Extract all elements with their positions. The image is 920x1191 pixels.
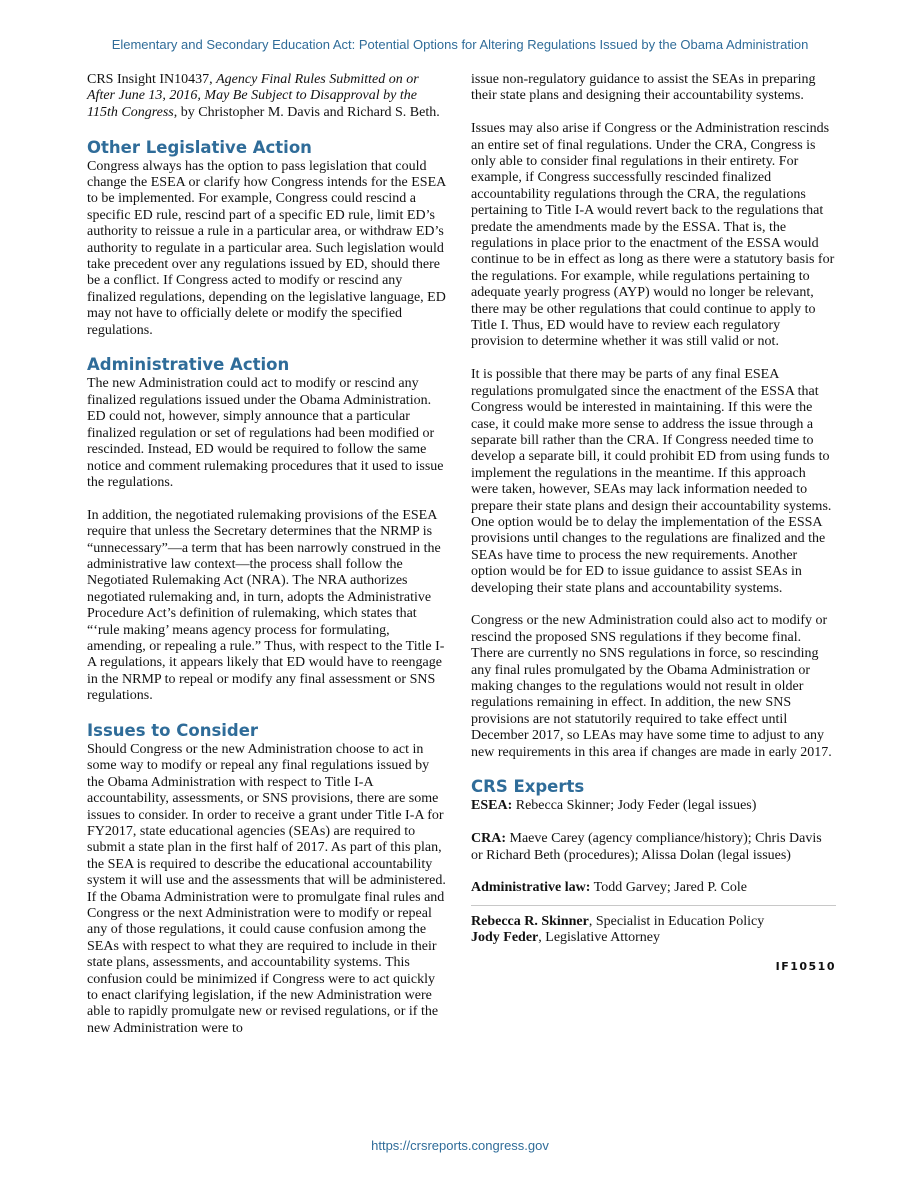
right-column (471, 72, 836, 975)
paragraph-admin-1: The new Administration could act to modify or rescind any finalized regulations issued under the Obama Administration. ED could not, however, simply announce that a particular finalized regulation or set of regulations had been modified or rescinded. Instead, ED would be required to follow the same notice and comment rulemaking procedures that it used to issue the regulations. (87, 376, 444, 490)
expert-admin-law-label: Administrative law: (471, 880, 591, 896)
expert-esea-label: ESEA: (471, 798, 513, 814)
expert-esea-text: Rebecca Skinner; Jody Feder (legal issues) (512, 798, 757, 814)
running-header: Elementary and Secondary Education Act: Potential Options for Altering Regulations Issued by the Obama Administration (111, 37, 809, 52)
expert-admin-law (471, 880, 836, 896)
citation-title: Agency Final Rules Submitted on or After June 13, 2016, May Be Subject to Disapproval by the 115th Congress (87, 72, 419, 120)
expert-cra-text: Maeve Carey (agency compliance/history); Chris Davis or Richard Beth (procedures); Alissa Dolan (legal issues) (471, 831, 822, 863)
heading-other-legislative-action: Other Legislative Action (87, 137, 312, 157)
paragraph-issues-4: Congress or the new Administration could also act to modify or rescind the proposed SNS regulations if they become final. There are currently no SNS regulations in force, so rescinding any final rules promulgated by the Obama Administration or making changes to the regulations would not result in older regulations remaining in effect. In addition, the new SNS provisions are not statutorily required to take effect until December 2017, so LEAs may have some time to adjust to any new requirements in this area if changes are made in early 2017. (471, 613, 832, 760)
document-id: IF10510 (775, 959, 836, 973)
paragraph-other-legislative: Congress always has the option to pass legislation that could change the ESEA or clarify how Congress intends for the ESEA to be implemented. For example, Congress could rescind a specific ED rule, rescind part of a specific ED rule, limit ED’s authority to reissue a rule in a particular area, or withdraw ED’s authority to regulate in a particular area. Such legislation would take precedent over any regulations issued by ED, should there be a conflict. If Congress acted to modify or rescind any finalized regulations, depending on the legislative language, ED may not have to officially delete or modify the specified regulations. (87, 158, 446, 338)
paragraph-issues-3: It is possible that there may be parts of any final ESEA regulations promulgated since the enactment of the ESSA that Congress would be interested in maintaining. If this were the case, it could make more sense to address the issue through a separate bill rather than the CRA. If Congress needed time to develop a separate bill, it could prohibit ED from using funds to implement the regulations in the meantime. If this approach were taken, however, SEAs may lack information needed to prepare their state plans and design their accountability systems. One option would be to delay the implementation of the ESSA provisions until changes to the regulations are finalized and the SEAs have time to process the new requirements. Another option would be for ED to issue guidance to assist SEAs in developing their state plans and accountability systems. (471, 367, 832, 596)
paragraph-issues-2: Issues may also arise if Congress or the Administration rescinds an entire set of final regulations. Under the CRA, Congress is only able to consider final regulations in their entirety. For example, if Congress successfully rescinded finalized accountability regulations through the CRA, the regulations pertaining to Title I-A would revert back to the regulations that predate the amendments made by the ESSA. That is, the regulations in place prior to the enactment of the ESSA would continue to be in effect as long as there were a statutory basis for the regulations. For example, while regulations pertaining to adequate yearly progress (AYP) would no longer be relevant, there may be other regulations that could continue to apply to Title I. Thus, ED would have to review each regulatory provision to determine whether it was still valid or not. (471, 121, 835, 350)
author-2-title: , Legislative Attorney (538, 930, 660, 946)
expert-admin-law-text: Todd Garvey; Jared P. Cole (590, 880, 748, 896)
heading-administrative-action: Administrative Action (87, 355, 290, 375)
author-1 (471, 914, 836, 930)
citation-suffix: , by Christopher M. Davis and Richard S. Beth. (173, 104, 440, 120)
heading-issues-to-consider: Issues to Consider (87, 720, 259, 740)
expert-cra (471, 831, 836, 864)
expert-esea (471, 798, 836, 814)
left-column (87, 72, 449, 1037)
author-1-name: Rebecca R. Skinner (471, 913, 589, 929)
paragraph-continued: issue non-regulatory guidance to assist the SEAs in preparing their state plans and designing their accountability systems. (471, 72, 816, 104)
footer-url[interactable]: https://crsreports.congress.gov (371, 1138, 549, 1153)
paragraph-admin-2: In addition, the negotiated rulemaking provisions of the ESEA require that unless the Secretary determines that the NRMP is “unnecessary”—a term that has been narrowly construed in the administrative law context—the process shall follow the Negotiated Rulemaking Act (NRA). The NRA authorizes negotiated rulemaking and, in turn, adopts the Administrative Procedure Act’s definition of rulemaking, which states that “‘rule making’ means agency process for formulating, amending, or repealing a rule.” Thus, with respect to the Title I-A regulations, it appears likely that ED would have to reengage in the NRMP to repeal or modify any final assessment or SNS regulations. (87, 507, 445, 704)
author-2-name: Jody Feder (471, 930, 539, 946)
author-1-title: , Specialist in Education Policy (588, 913, 765, 929)
author-2 (471, 930, 836, 946)
citation-prefix: CRS Insight IN10437, (87, 72, 217, 87)
heading-crs-experts: CRS Experts (471, 777, 585, 797)
paragraph-issues-1: Should Congress or the new Administration choose to act in some way to modify or repeal any final regulations issued by the Obama Administration with respect to Title I-A accountability, assessments, or SNS provisions, there are some issues to consider. In order to receive a grant under Title I-A for FY2017, state educational agencies (SEAs) are required to submit a state plan in the first half of 2017. As part of this plan, the SEA is required to describe the educational accountability system it will use and the assessments that will be administered. If the Obama Administration were to promulgate final rules and Congress or the next Administration were to modify or repeal any of those regulations, it could cause confusion among the SEAs with respect to what they are required to include in their state plans, assessments, and accountability systems. This confusion could be minimized if Congress were to act quickly to enact clarifying legislation, if the new Administration were able to rapidly promulgate new or revised regulations, or if the new Administration were to (87, 741, 446, 1036)
citation-paragraph (87, 72, 449, 121)
author-divider (471, 905, 836, 906)
expert-cra-label: CRA: (471, 831, 506, 847)
